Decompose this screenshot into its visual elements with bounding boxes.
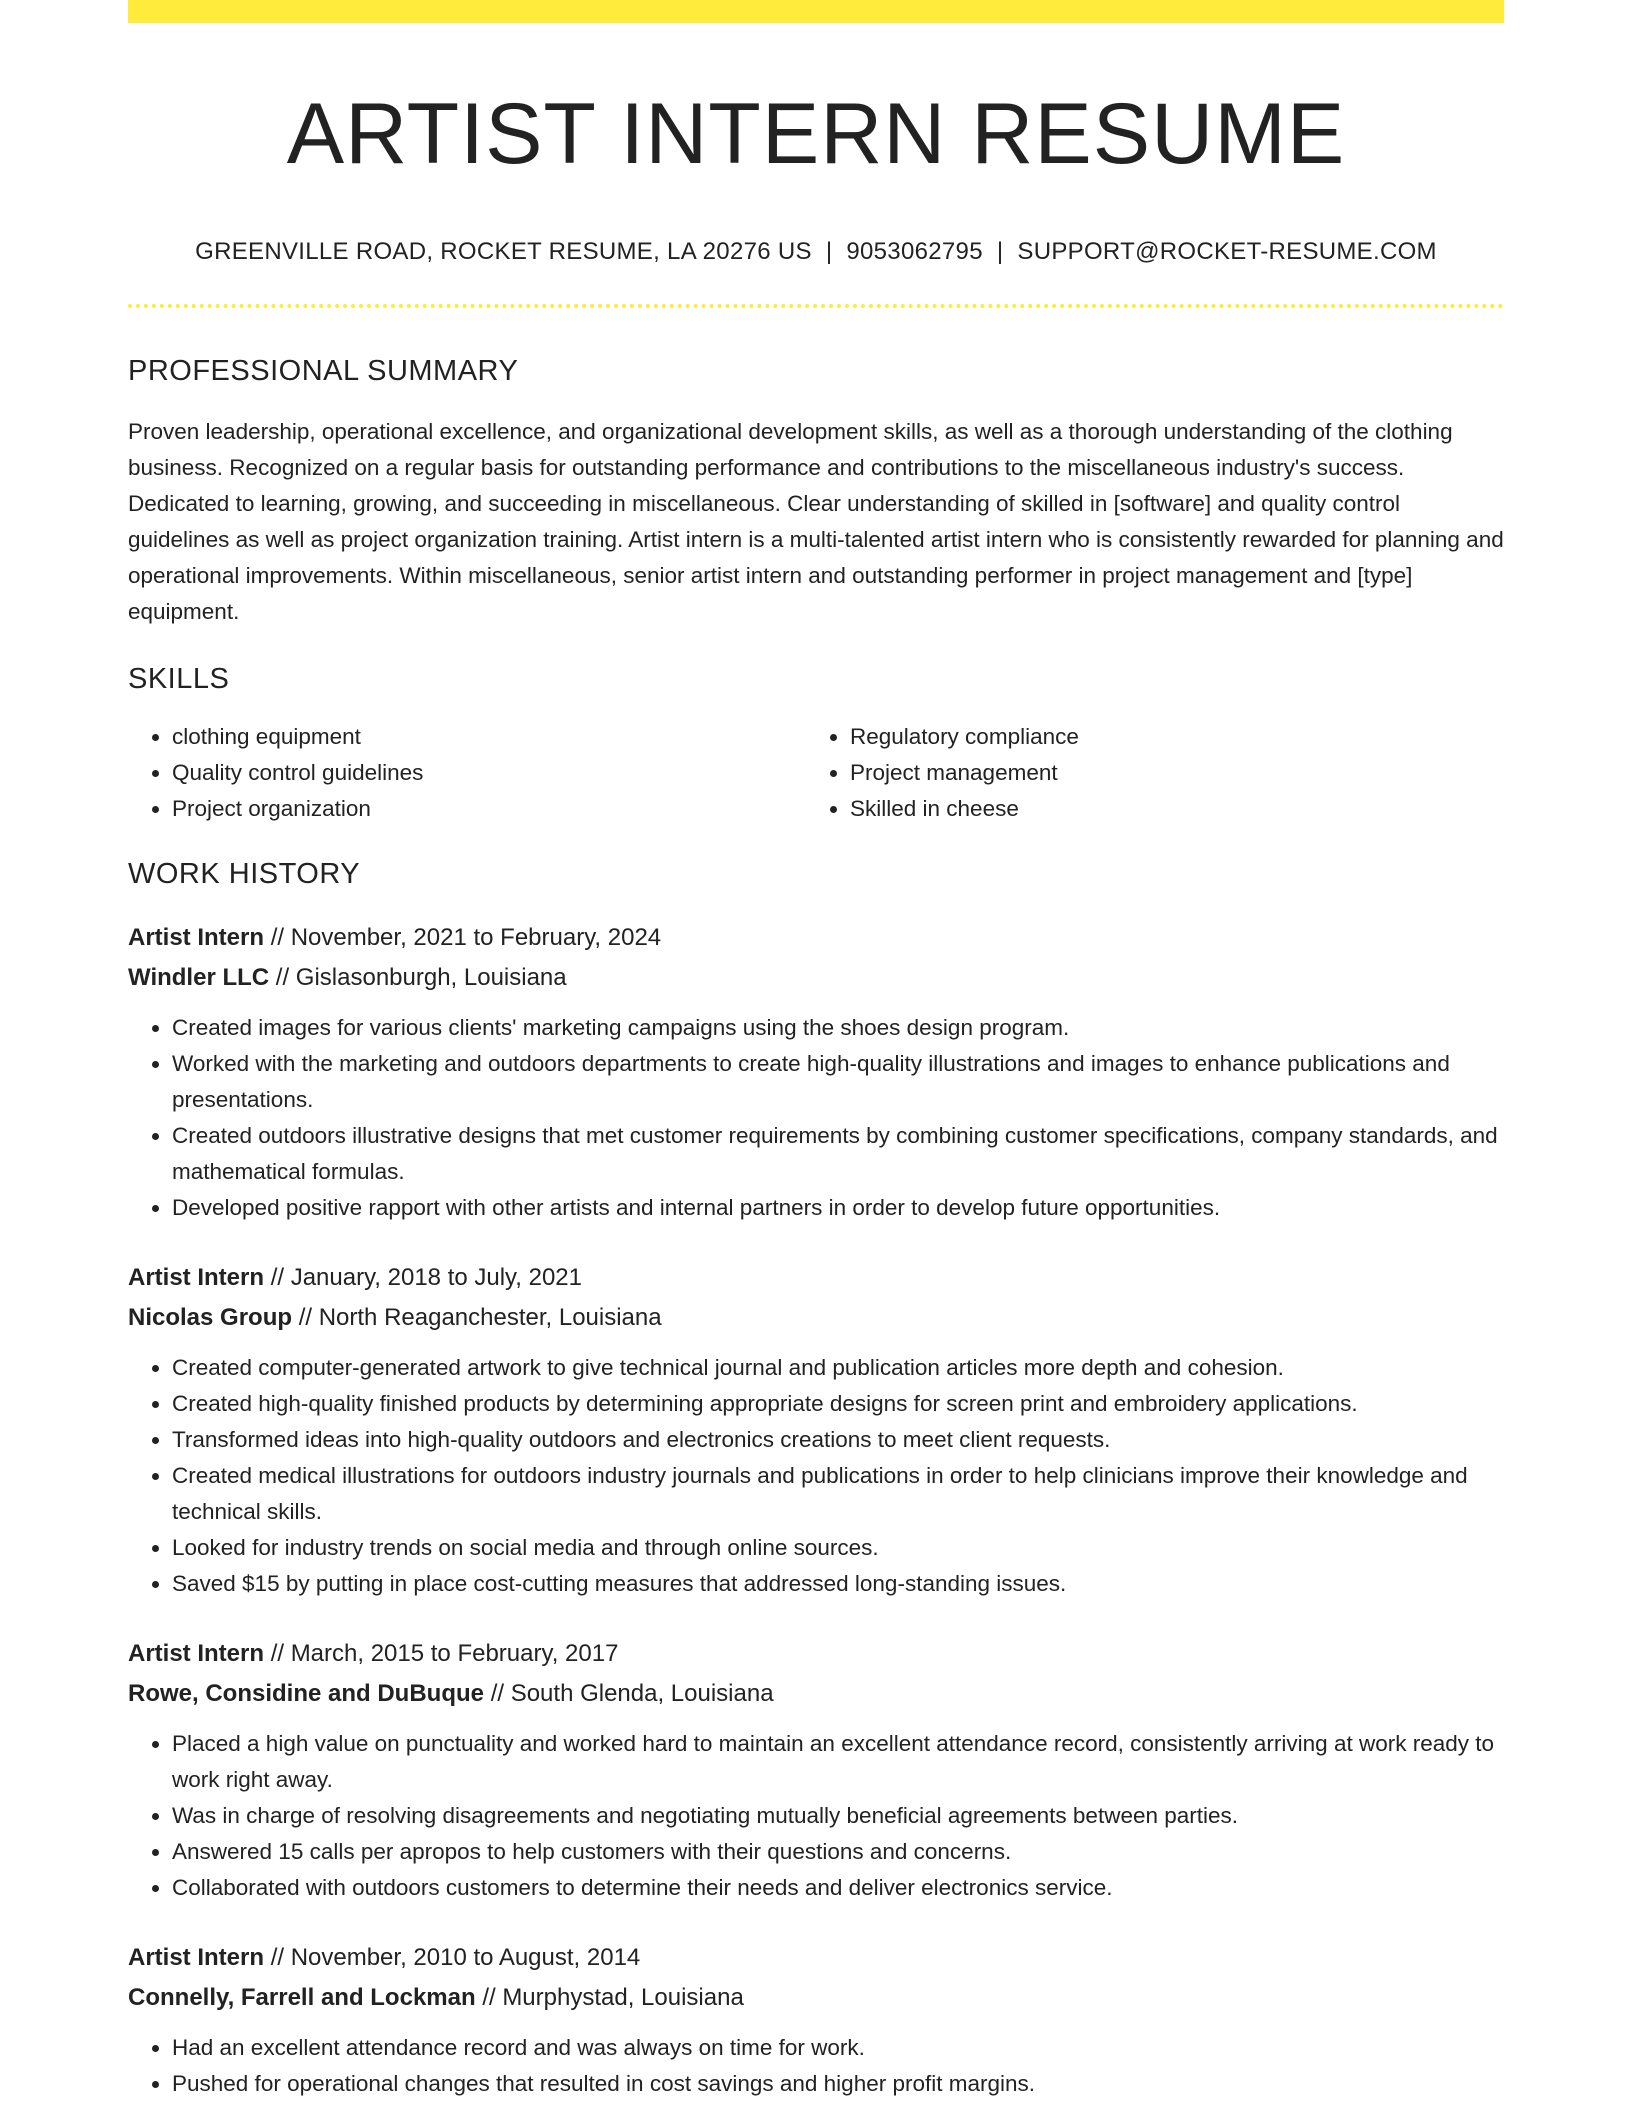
accent-top-bar — [128, 0, 1504, 23]
contact-line — [128, 238, 1504, 266]
skill-item: • Project organization — [172, 791, 806, 827]
skills-heading: SKILLS — [128, 663, 230, 696]
job-title-line — [128, 1634, 1504, 1674]
contact-separator: | — [825, 237, 833, 265]
job-title: Artist Intern — [128, 923, 265, 951]
skill-item: • clothing equipment — [172, 719, 806, 755]
job-company-line — [128, 1674, 1504, 1714]
job-company: Connelly, Farrell and Lockman — [128, 1983, 476, 2011]
job-entry — [128, 1938, 1504, 2102]
resume-title: ARTIST INTERN RESUME — [286, 86, 1346, 182]
job-bullet: • Was in charge of resolving disagreements and negotiating mutually beneficial agreements between parties. — [172, 1798, 1504, 1834]
job-title: Artist Intern — [128, 1263, 265, 1291]
skill-item: • Quality control guidelines — [172, 755, 806, 791]
job-bullet: • Created outdoors illustrative designs that met customer requirements by combining customer specifications, company standards, and mathematical formulas. — [172, 1118, 1504, 1190]
job-bullet: • Created high-quality finished products by determining appropriate designs for screen print and embroidery applications. — [172, 1386, 1504, 1422]
job-location: // Gislasonburgh, Louisiana — [275, 963, 567, 991]
skill-item: • Project management — [850, 755, 1484, 791]
job-company-line — [128, 1298, 1504, 1338]
resume-page — [128, 0, 1504, 2102]
dotted-divider — [128, 304, 1504, 308]
job-company: Nicolas Group — [128, 1303, 293, 1331]
job-bullet: • Created images for various clients' marketing campaigns using the shoes design program. — [172, 1010, 1504, 1046]
job-bullet: • Collaborated with outdoors customers to determine their needs and deliver electronics service. — [172, 1870, 1504, 1906]
job-dates: // November, 2010 to August, 2014 — [270, 1943, 641, 1971]
job-bullet: • Transformed ideas into high-quality outdoors and electronics creations to meet client requests. — [172, 1422, 1504, 1458]
job-title: Artist Intern — [128, 1639, 265, 1667]
job-bullet: • Worked with the marketing and outdoors departments to create high-quality illustrations and images to enhance publications and presentations. — [172, 1046, 1504, 1118]
job-bullet: • Pushed for operational changes that resulted in cost savings and higher profit margins. — [172, 2066, 1504, 2102]
job-bullet: • Developed positive rapport with other artists and internal partners in order to develop future opportunities. — [172, 1190, 1504, 1226]
skills-column-left — [128, 719, 806, 827]
summary-text: Proven leadership, operational excellence, and organizational development skills, as well as a thorough understanding of the clothing business. Recognized on a regular basis for outstanding performance and contributions to the miscellaneous industry's success. Dedicated to learning, growing, and succeeding in miscellaneous. Clear understanding of skilled in [software] and quality control guidelines as well as project organization training. Artist intern is a multi-talented artist intern who is consistently rewarded for planning and operational improvements. Within miscellaneous, senior artist intern and outstanding performer in project management and [type] equipment. — [128, 419, 1504, 625]
job-title: Artist Intern — [128, 1943, 265, 1971]
job-entry — [128, 918, 1504, 1226]
job-dates: // November, 2021 to February, 2024 — [270, 923, 662, 951]
job-bullet: • Created computer-generated artwork to give technical journal and publication articles more depth and cohesion. — [172, 1350, 1504, 1386]
job-title-line — [128, 1258, 1504, 1298]
skills-list — [128, 719, 1504, 827]
job-location: // North Reaganchester, Louisiana — [298, 1303, 662, 1331]
job-company-line — [128, 1978, 1504, 2018]
job-title-line — [128, 1938, 1504, 1978]
job-title-line — [128, 918, 1504, 958]
job-bullet: • Answered 15 calls per apropos to help customers with their questions and concerns. — [172, 1834, 1504, 1870]
job-bullets — [128, 1010, 1504, 1226]
job-entry — [128, 1634, 1504, 1906]
job-company: Windler LLC — [128, 963, 270, 991]
skill-item: • Skilled in cheese — [850, 791, 1484, 827]
job-bullet: • Saved $15 by putting in place cost-cutting measures that addressed long-standing issues. — [172, 1566, 1504, 1602]
work-history-heading: WORK HISTORY — [128, 858, 361, 891]
job-bullets — [128, 1726, 1504, 1906]
skill-item: • Regulatory compliance — [850, 719, 1484, 755]
job-dates: // January, 2018 to July, 2021 — [270, 1263, 582, 1291]
job-bullet: • Placed a high value on punctuality and worked hard to maintain an excellent attendance record, consistently arriving at work ready to work right away. — [172, 1726, 1504, 1798]
contact-email: SUPPORT@ROCKET-RESUME.COM — [1017, 237, 1437, 265]
job-entry — [128, 1258, 1504, 1602]
job-bullet: • Looked for industry trends on social media and through online sources. — [172, 1530, 1504, 1566]
job-location: // South Glenda, Louisiana — [490, 1679, 774, 1707]
job-location: // Murphystad, Louisiana — [482, 1983, 744, 2011]
contact-address: GREENVILLE ROAD, ROCKET RESUME, LA 20276 US — [195, 237, 812, 265]
skills-column-right — [806, 719, 1484, 827]
contact-phone: 9053062795 — [846, 237, 983, 265]
contact-separator: | — [996, 237, 1004, 265]
job-bullet: • Had an excellent attendance record and was always on time for work. — [172, 2030, 1504, 2066]
job-company: Rowe, Considine and DuBuque — [128, 1679, 485, 1707]
job-company-line — [128, 958, 1504, 998]
summary-heading: PROFESSIONAL SUMMARY — [128, 354, 519, 387]
job-bullet: • Created medical illustrations for outdoors industry journals and publications in order to help clinicians improve their knowledge and technical skills. — [172, 1458, 1504, 1530]
job-dates: // March, 2015 to February, 2017 — [270, 1639, 619, 1667]
job-bullets — [128, 1350, 1504, 1602]
job-bullets — [128, 2030, 1504, 2102]
